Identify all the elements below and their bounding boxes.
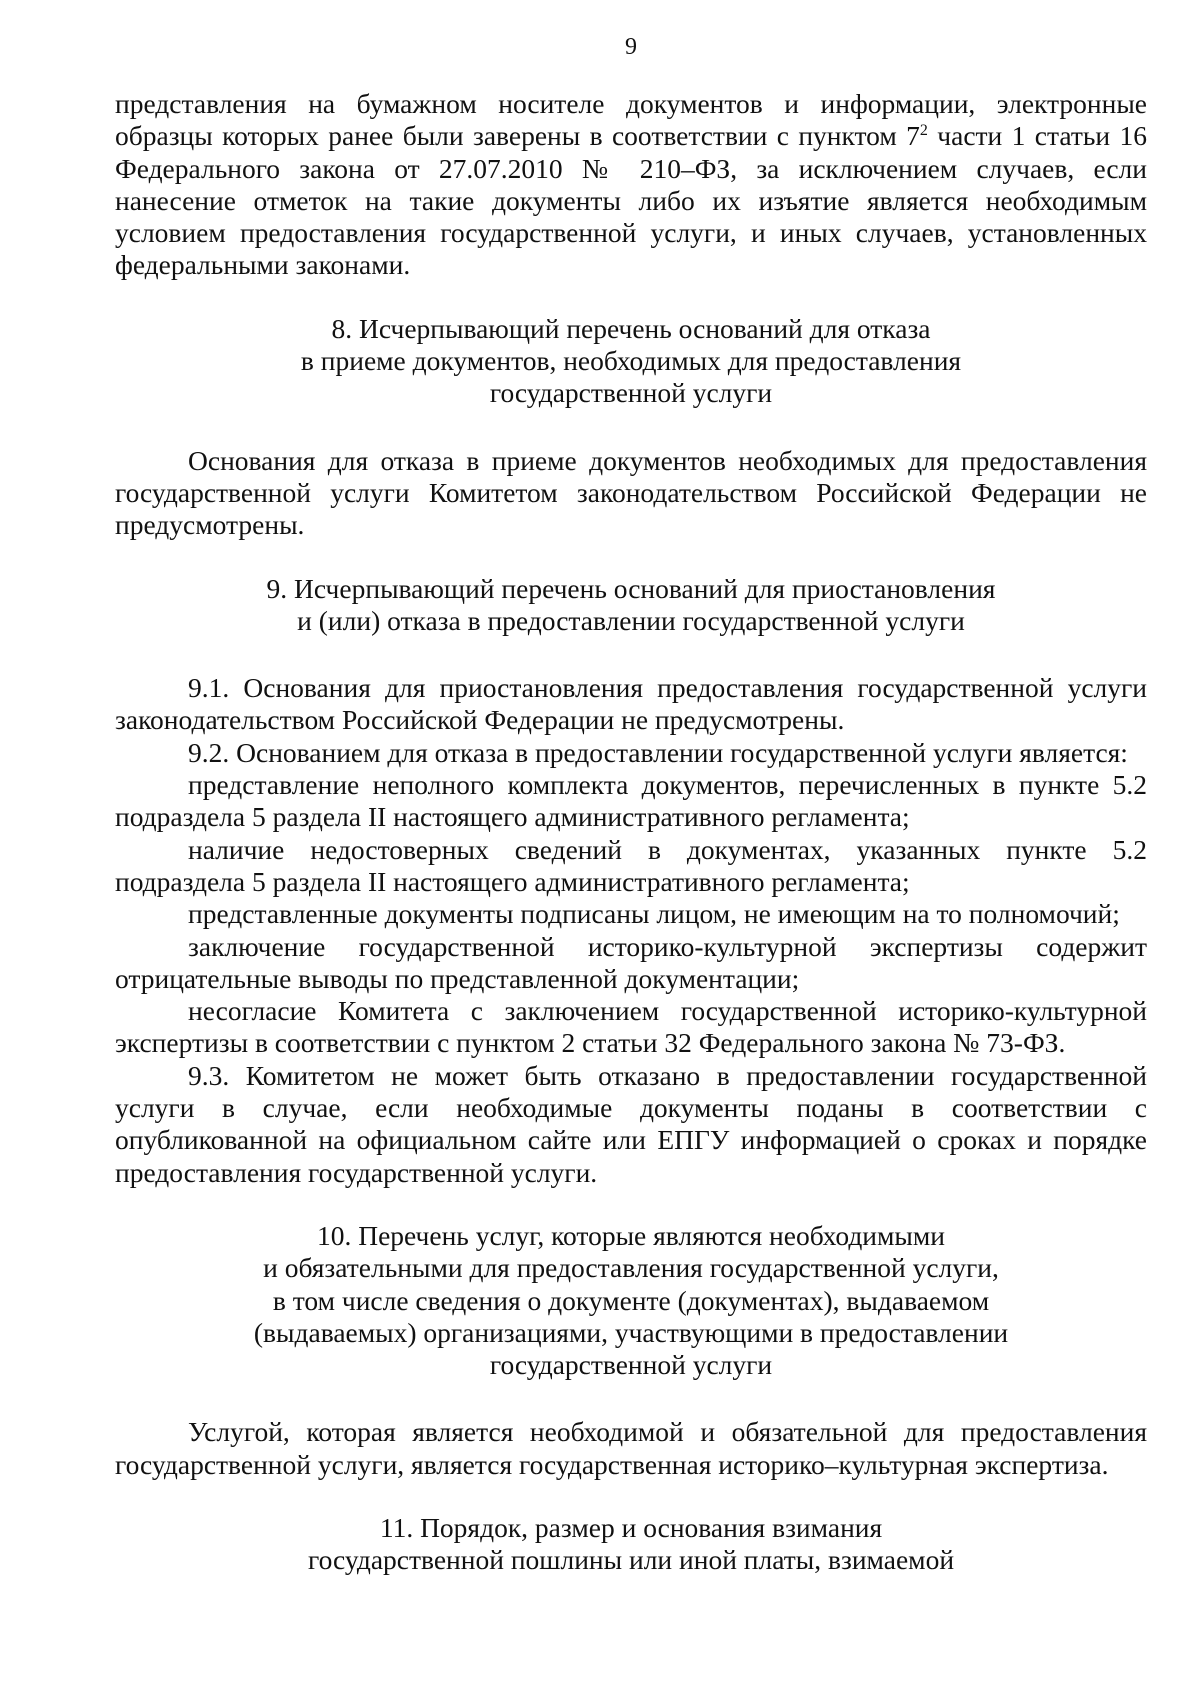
- section-9-paragraph: заключение государственной историко-культурной экспертизы содержит отрицательные выводы по представленной документации;: [115, 930, 1147, 994]
- paragraph-text: представления на бумажном носителе документов и информации, электронные образцы которых ранее были заверены в соответствии с пунктом 7: [115, 88, 1147, 152]
- section-9-paragraph: представление неполного комплекта документов, перечисленных в пункте 5.2 подраздела 5 раздела II настоящего административного регламента;: [115, 769, 1147, 833]
- section-9-paragraph: наличие недостоверных сведений в документах, указанных пункте 5.2 подраздела 5 раздела II настоящего административного регламента;: [115, 833, 1147, 897]
- heading-line: 10. Перечень услуг, которые являются необходимыми: [316, 1219, 946, 1251]
- heading-line: и (или) отказа в предоставлении государственной услуги: [297, 604, 965, 636]
- heading-line: 11. Порядок, размер и основания взимания: [379, 1511, 883, 1543]
- section-8-heading: [115, 313, 1147, 410]
- paragraph-text: части 1 статьи 16 Федерального закона от 27.07.2010 № 210–ФЗ, за исключением случаев, если нанесение отметок на такие документы либо их изъятие является необходимым условием предоставления государственной услуги, и иных случаев, установленных федеральными законами.: [115, 120, 1147, 281]
- heading-line: 9. Исчерпывающий перечень оснований для приостановления: [266, 572, 996, 604]
- document-page: [115, 32, 1147, 1577]
- heading-line: государственной пошлины или иной платы, взимаемой: [307, 1544, 955, 1576]
- section-9-paragraph: 9.3. Комитетом не может быть отказано в предоставлении государственной услуги в случае, если необходимые документы поданы в соответствии с опубликованной на официальном сайте или ЕПГУ информацией о сроках и порядке предоставления государственной услуги.: [115, 1059, 1147, 1188]
- section-11-heading: [115, 1512, 1147, 1577]
- heading-line: государственной услуги: [489, 377, 773, 409]
- heading-line: государственной услуги: [489, 1349, 773, 1381]
- section-8-paragraph: Основания для отказа в приеме документов необходимых для предоставления государственной услуги Комитетом законодательством Российской Федерации не предусмотрены.: [115, 444, 1147, 541]
- section-9-paragraph: 9.1. Основания для приостановления предоставления государственной услуги законодательством Российской Федерации не предусмотрены.: [115, 672, 1147, 736]
- heading-line: в приеме документов, необходимых для предоставления: [300, 345, 962, 377]
- section-10-heading: [115, 1220, 1147, 1381]
- section-9-heading: [115, 573, 1147, 638]
- section-9-paragraph: несогласие Комитета с заключением государственной историко-культурной экспертизы в соответствии с пунктом 2 статьи 32 Федерального закона № 73-ФЗ.: [115, 995, 1147, 1059]
- heading-line: в том числе сведения о документе (документах), выдаваемом: [272, 1284, 990, 1316]
- section-9-paragraph: представленные документы подписаны лицом, не имеющим на то полномочий;: [188, 898, 1120, 930]
- section-9-paragraph: 9.2. Основанием для отказа в предоставлении государственной услуги является:: [188, 736, 1128, 768]
- heading-line: (выдаваемых) организациями, участвующими в предоставлении: [253, 1316, 1009, 1348]
- heading-line: и обязательными для предоставления государственной услуги,: [263, 1252, 999, 1284]
- page-number: 9: [625, 34, 637, 60]
- paragraph-continuation: [115, 88, 1147, 282]
- superscript: 2: [919, 122, 928, 140]
- heading-line: 8. Исчерпывающий перечень оснований для отказа: [331, 312, 931, 344]
- section-10-paragraph: Услугой, которая является необходимой и обязательной для предоставления государственной услуги, является государственная историко–культурная экспертиза.: [115, 1416, 1147, 1480]
